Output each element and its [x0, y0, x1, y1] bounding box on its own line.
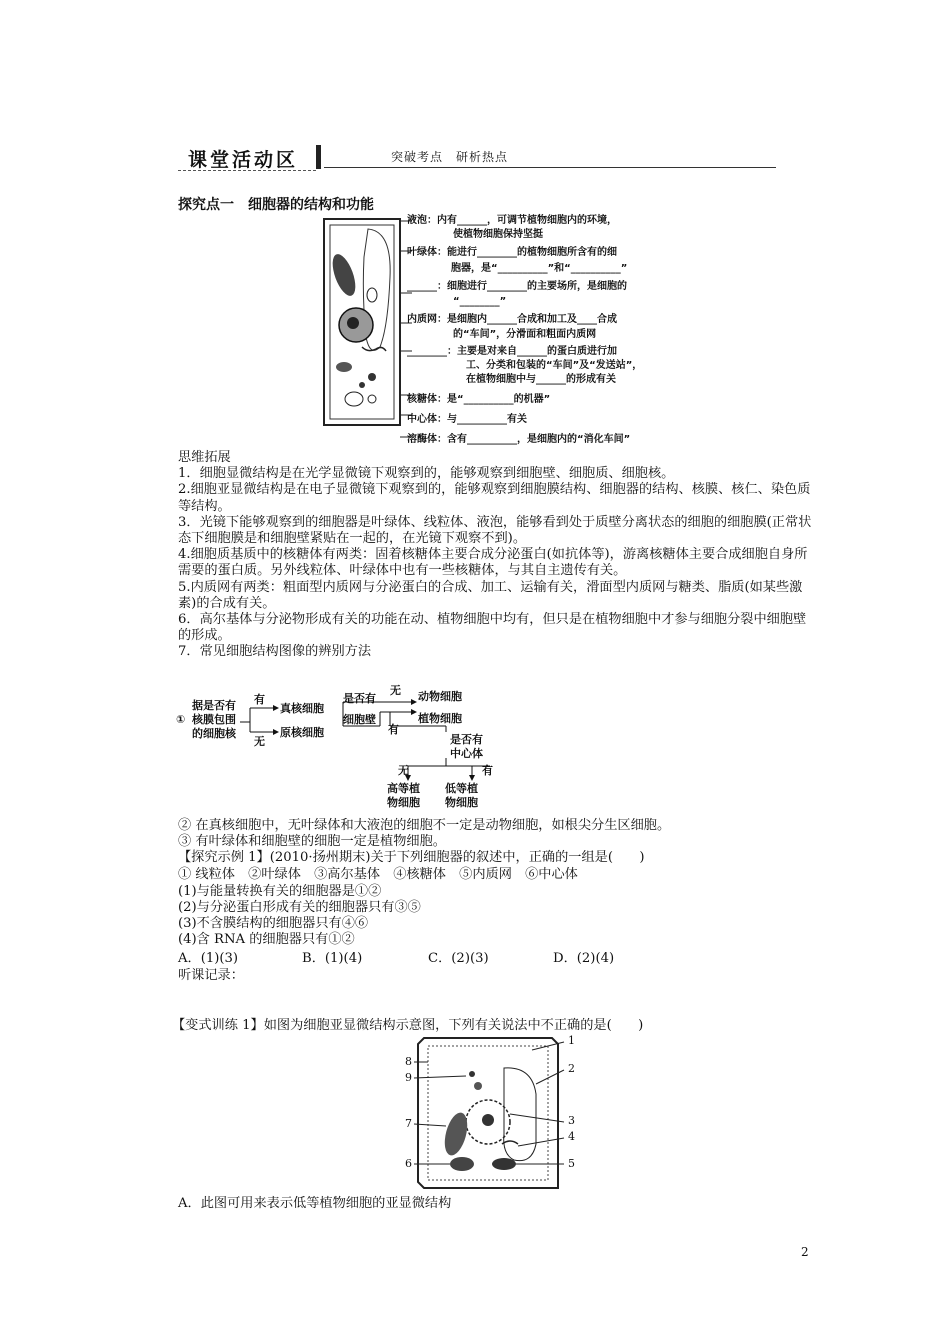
flow-eukaryote: 真核细胞	[280, 702, 324, 715]
label-centrosome: 中心体：与__________有关	[407, 414, 527, 425]
flow-no-1: 无	[254, 735, 265, 748]
flow-arrows	[240, 686, 500, 786]
fig-number-7: 7	[405, 1117, 412, 1130]
example1-option-a: A．(1)(3)	[178, 951, 239, 966]
section-title: 探究点一 细胞器的结构和功能	[178, 197, 374, 213]
flow-no-3: 无	[398, 764, 409, 777]
flow-lower-1: 低等植	[445, 782, 478, 795]
thinking-title: 思维拓展	[178, 450, 231, 465]
header-divider	[316, 145, 321, 169]
flow-q2-line1: 是否有	[343, 692, 376, 705]
flow-q1-line1: 据是否有	[192, 699, 236, 712]
flow-higher-1: 高等植	[387, 782, 420, 795]
label-golgi-3: 在植物细胞中与______的形成有关	[466, 374, 616, 385]
example1-stem: 【探究示例 1】(2010·扬州期末)关于下列细胞器的叙述中，正确的一组是( )	[178, 850, 645, 865]
flow-lower-2: 物细胞	[445, 796, 478, 809]
thinking-section	[178, 450, 818, 661]
example1-statement-3: (3)不含膜结构的细胞器只有④⑥	[178, 916, 369, 931]
example1-record: 听课记录：	[178, 968, 244, 983]
thinking-item-7: 7．常见细胞结构图像的辨别方法	[178, 644, 372, 660]
header-title: 课堂活动区	[188, 149, 299, 171]
example1-option-d: D．(2)(4)	[553, 951, 615, 966]
example1-statement-2: (2)与分泌蛋白形成有关的细胞器只有③⑤	[178, 900, 421, 915]
fig-number-9: 9	[405, 1071, 412, 1084]
fig-number-1: 1	[568, 1034, 575, 1047]
header-rule	[324, 167, 776, 168]
flow-q2-line2: 细胞壁	[343, 713, 376, 726]
flow-yes-3: 有	[482, 764, 493, 777]
label-vacuole-2: 使植物细胞保持坚挺	[453, 229, 543, 240]
label-chloroplast-2: 胞器，是“__________”和“__________”	[451, 263, 628, 274]
thinking-item-4: 4.细胞质基质中的核糖体有两类：固着核糖体主要合成分泌蛋白(如抗体等)，游离核糖体主要合成细胞自身所需要的蛋白质。另外线粒体、叶绿体中也有一些核糖体，与其自主遗传有关。	[178, 547, 808, 579]
fig-number-2: 2	[568, 1062, 575, 1075]
section-header	[178, 145, 776, 171]
flow-q3-line2: 中心体	[450, 747, 483, 760]
note-3: ③ 有叶绿体和细胞壁的细胞一定是植物细胞。	[178, 834, 446, 850]
flow-q3-line1: 是否有	[450, 733, 483, 746]
fig-number-5: 5	[568, 1157, 575, 1170]
flow-circle-1: ①	[176, 713, 186, 726]
thinking-item-1: 1．细胞显微结构是在光学显微镜下观察到的，能够观察到细胞壁、细胞质、细胞核。	[178, 466, 675, 482]
label-er-1: 内质网：是细胞内______合成和加工及____合成	[407, 314, 617, 325]
header-dotted-rule	[178, 170, 316, 171]
label-vacuole-1: 液泡：内有______，可调节植物细胞内的环境，	[407, 215, 617, 226]
example1-statement-4: (4)含 RNA 的细胞器只有①②	[178, 932, 355, 947]
cell-subcellular-figure	[402, 1034, 582, 1192]
flow-q1-line2: 核膜包围	[192, 713, 236, 726]
thinking-item-3: 3．光镜下能够观察到的细胞器是叶绿体、线粒体、液泡，能够看到处于质壁分离状态的细胞的细胞膜(正常状态下细胞膜是和细胞壁紧贴在一起的，在光镜下观察不到)。	[178, 514, 812, 547]
label-mitochondria-2: “________”	[453, 296, 507, 307]
example1-list: ① 线粒体 ②叶绿体 ③高尔基体 ④核糖体 ⑤内质网 ⑥中心体	[178, 867, 578, 882]
thinking-item-6: 6．高尔基体与分泌物形成有关的功能在动、植物细胞中均有，但只是在植物细胞中才参与细胞分裂中细胞壁的形成。	[178, 612, 807, 644]
fig-number-6: 6	[405, 1157, 412, 1170]
variant1-option-a: A．此图可用来表示低等植物细胞的亚显微结构	[178, 1196, 452, 1211]
thinking-item-2: 2.细胞亚显微结构是在电子显微镜下观察到的，能够观察到细胞膜结构、细胞器的结构、核膜、核仁、染色质等结构。	[178, 482, 811, 514]
label-lysosome: 溶酶体：含有__________，是细胞内的“消化车间”	[407, 434, 631, 445]
flow-q1-line3: 的细胞核	[192, 727, 236, 740]
fig-number-4: 4	[568, 1130, 575, 1143]
plant-cell-figure	[322, 217, 402, 427]
fig-number-3: 3	[568, 1114, 575, 1127]
flow-prokaryote: 原核细胞	[280, 726, 324, 739]
header-subtitle: 突破考点 研析热点	[391, 150, 509, 164]
note-2: ② 在真核细胞中，无叶绿体和大液泡的细胞不一定是动物细胞，如根尖分生区细胞。	[178, 818, 671, 833]
label-golgi-2: 工、分类和包装的“车间”及“发送站”，	[466, 360, 643, 371]
flow-higher-2: 物细胞	[387, 796, 420, 809]
notes	[178, 818, 818, 850]
fig-number-8: 8	[405, 1055, 412, 1068]
flow-no-2: 无	[390, 684, 401, 697]
flow-yes-1: 有	[254, 693, 265, 706]
label-golgi-1: ________：主要是对来自______的蛋白质进行加	[407, 346, 617, 357]
example1-statement-1: (1)与能量转换有关的细胞器是①②	[178, 884, 382, 899]
flow-yes-2: 有	[388, 723, 399, 736]
example1-option-b: B．(1)(4)	[302, 951, 363, 966]
flow-plant: 植物细胞	[418, 712, 462, 725]
example1-option-c: C．(2)(3)	[428, 951, 489, 966]
page-number: 2	[801, 1245, 809, 1259]
variant1-stem: 【变式训练 1】如图为细胞亚显微结构示意图，下列有关说法中不正确的是( )	[172, 1018, 644, 1033]
label-ribosome: 核糖体：是“__________的机器”	[407, 394, 551, 405]
thinking-item-5: 5.内质网有两类：粗面型内质网与分泌蛋白的合成、加工、运输有关，滑面型内质网与糖类、脂质(如某些激素)的合成有关。	[178, 579, 803, 611]
label-mitochondria-1: ______：细胞进行________的主要场所，是细胞的	[407, 281, 627, 292]
label-chloroplast-1: 叶绿体：能进行________的植物细胞所含有的细	[407, 247, 617, 258]
label-er-2: 的“车间”，分滑面和粗面内质网	[453, 329, 597, 340]
flow-animal: 动物细胞	[418, 690, 462, 703]
